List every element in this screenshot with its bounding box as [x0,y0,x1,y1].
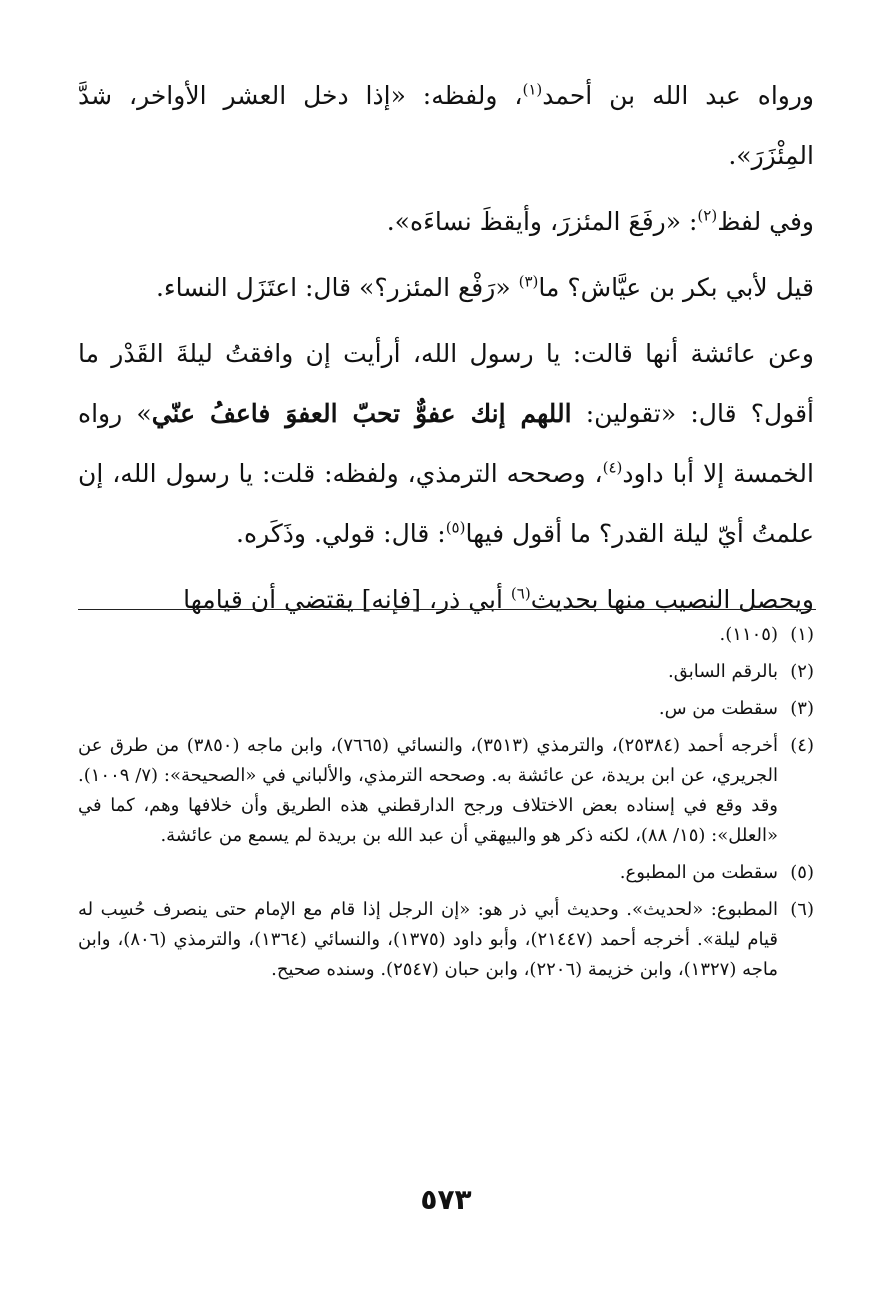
paragraph-4-end: ، وصححه الترمذي، ولفظه: قلت: يا رسول الله، إن علمتُ أيّ ليلة القدر؟ ما أقول فيها [78,459,814,548]
dua-quote: اللهم إنك عفوٌّ تحبّ العفوَ فاعفُ عنّي [151,399,572,428]
paragraph-3-text: قيل لأبي بكر بن عيَّاش؟ ما [538,273,814,302]
footnote-number: (٤) [790,735,814,756]
footnote-text: (١١٠٥). [719,624,778,645]
footnote-number: (٥) [790,862,814,883]
footnote-ref-2: (٢) [697,206,718,225]
footnote-number: (١) [790,624,814,645]
footnote-text: بالرقم السابق. [668,661,778,682]
paragraph-4-tail: : قال: قولي. وذَكَره. [236,519,446,548]
paragraph-5-rest: أبي ذر، [فإنه] يقتضي أن قيامها [183,585,511,614]
paragraph-4 [78,324,814,564]
paragraph-2 [78,192,814,252]
footnote-item [78,731,814,851]
footnote-text: سقطت من المطبوع. [619,862,778,883]
footnote-item [78,858,814,888]
footnote-ref-4: (٤) [602,458,623,477]
footnote-text: سقطت من س. [658,698,778,719]
paragraph-4-mid: » رواه الخمسة إلا أبا داود [78,399,814,488]
paragraph-1 [78,66,814,186]
paragraph-1-rest: ، ولفظه: «إذا دخل العشر الأواخر، شدَّ المِئْزَرَ». [78,81,814,170]
footnote-number: (٣) [790,698,814,719]
footnote-ref-6: (٦) [510,584,531,603]
footnote-ref-3: (٣) [518,272,539,291]
footnote-item [78,694,814,724]
paragraph-2-text: وفي لفظ [717,207,814,236]
footnote-ref-1: (١) [522,80,543,99]
footnote-ref-5: (٥) [445,518,466,537]
footnote-divider [78,609,816,610]
footnote-text: أخرجه أحمد (٢٥٣٨٤)، والترمذي (٣٥١٣)، والنسائي (٧٦٦٥)، وابن ماجه (٣٨٥٠) من طرق عن الجريري، عن ابن بريدة، عن عائشة به. وصححه الترمذي، والألباني في «الصحيحة»: (٧/ ١٠٠٩). وقد وقع في إسناده بعض الاختلاف ورجح الدارقطني هذه الطريق وأن خلافها وهم، كما في «العلل»: (١٥/ ٨٨)، لكنه ذكر هو والبيهقي أن عبد الله بن بريدة لم يسمع من عائشة. [78,735,778,846]
paragraph-5-text: ويحصل النصيب منها بحديث [530,585,814,614]
paragraph-1-text: ورواه عبد الله بن أحمد [542,81,815,110]
footnote-number: (٦) [790,899,814,920]
paragraph-4-text: وعن عائشة أنها قالت: يا رسول الله، أرأيت إن وافقتُ ليلةَ القَدْر ما أقول؟ قال: «تقولين: [78,339,815,428]
page-number: ٥٧٣ [420,1183,472,1216]
paragraph-3-rest: «رَفْع المئزر؟» قال: اعتَزَل النساء. [155,273,519,302]
paragraph-2-rest: : «رفَعَ المئزرَ، وأيقظَ نساءَه». [386,207,698,236]
footnotes [78,620,814,992]
footnote-text: المطبوع: «لحديث». وحديث أبي ذر هو: «إن الرجل إذا قام مع الإمام حتى ينصرف حُسِب له قيام ليلة». أخرجه أحمد (٢١٤٤٧)، وأبو داود (١٣٧٥)، والنسائي (١٣٦٤)، والترمذي (٨٠٦)، وابن ماجه (١٣٢٧)، وابن خزيمة (٢٢٠٦)، وابن حبان (٢٥٤٧). وسنده صحيح. [78,899,778,980]
footnote-item [78,620,814,650]
footnote-number: (٢) [790,661,814,682]
main-text [78,66,814,630]
footnote-item [78,657,814,687]
footnote-item [78,895,814,985]
paragraph-3 [78,258,814,318]
